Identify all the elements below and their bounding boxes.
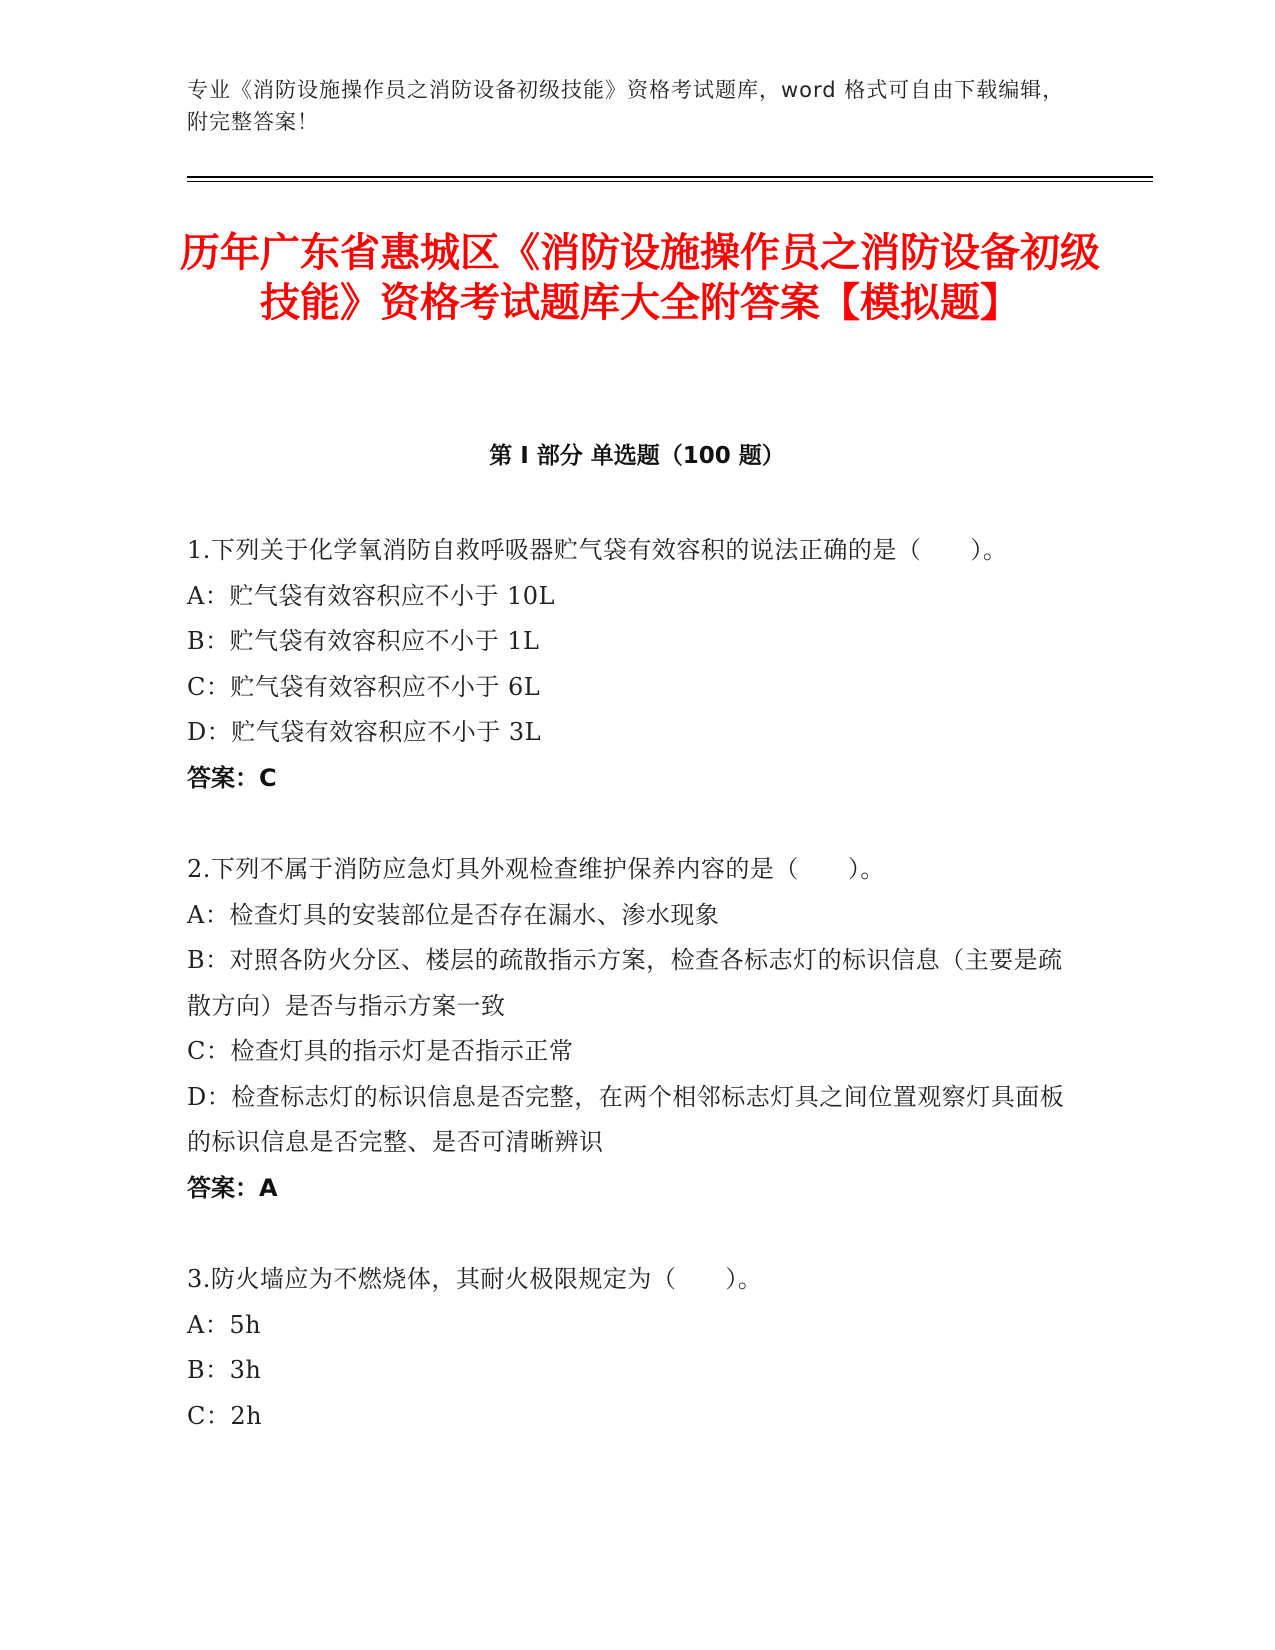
header-divider-thick — [187, 176, 1153, 178]
document-title: 历年广东省惠城区《消防设施操作员之消防设备初级技能》资格考试题库大全附答案【模拟题】 — [180, 230, 1100, 326]
question-3 — [187, 1257, 1067, 1439]
question-text: 3.防火墙应为不燃烧体，其耐火极限规定为（ ）。 — [187, 1265, 763, 1293]
answer: 答案：C — [187, 763, 277, 792]
question-list — [187, 528, 1067, 1485]
answer: 答案：A — [187, 1173, 278, 1202]
option-a: A：检查灯具的安装部位是否存在漏水、渗水现象 — [187, 900, 720, 929]
header-divider-thin — [187, 181, 1153, 182]
question-1 — [187, 528, 1067, 801]
option-b: B：3h — [187, 1356, 262, 1384]
option-a: A：5h — [187, 1310, 262, 1339]
section-heading: 第 I 部分 单选题（100 题） — [489, 443, 785, 469]
option-b: B：对照各防火分区、楼层的疏散指示方案，检查各标志灯的标识信息（主要是疏散方向）是否与指示方案一致 — [187, 946, 1063, 1020]
option-d: D：贮气袋有效容积应不小于 3L — [187, 718, 542, 746]
option-b: B：贮气袋有效容积应不小于 1L — [187, 627, 540, 655]
option-c: C：检查灯具的指示灯是否指示正常 — [187, 1037, 574, 1065]
option-c: C：贮气袋有效容积应不小于 6L — [187, 672, 541, 701]
option-a: A：贮气袋有效容积应不小于 10L — [187, 581, 555, 610]
question-2 — [187, 847, 1067, 1211]
question-text: 1.下列关于化学氧消防自救呼吸器贮气袋有效容积的说法正确的是（ ）。 — [187, 536, 1008, 564]
option-c: C：2h — [187, 1401, 263, 1430]
header-note: 专业《消防设施操作员之消防设备初级技能》资格考试题库，word 格式可自由下载编辑，附完整答案！ — [187, 78, 1065, 134]
question-text: 2.下列不属于消防应急灯具外观检查维护保养内容的是（ ）。 — [187, 855, 885, 883]
option-d: D：检查标志灯的标识信息是否完整，在两个相邻标志灯具之间位置观察灯具面板的标识信息是否完整、是否可清晰辨识 — [187, 1082, 1065, 1156]
